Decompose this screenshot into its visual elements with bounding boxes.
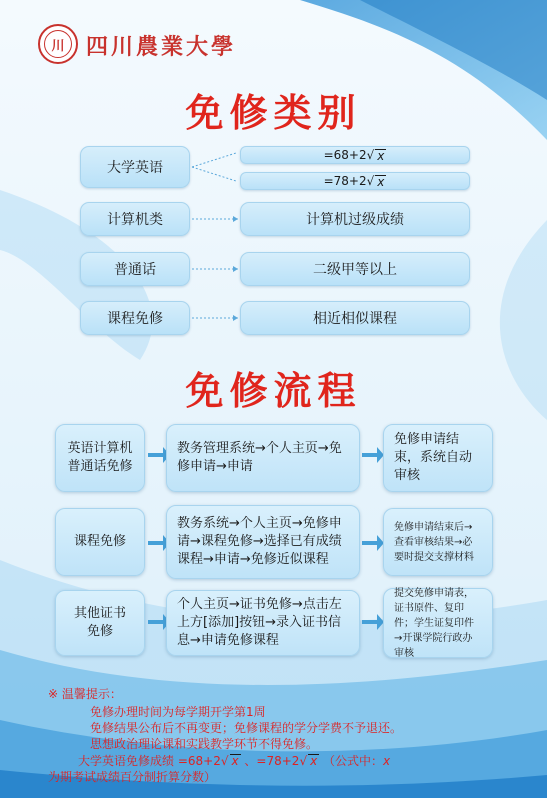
process-steps-english-computer: 教务管理系统→个人主页→免修申请→申请 (166, 424, 360, 492)
result-course: 相近相似课程 (240, 301, 470, 335)
english-formula-1: =68+2 √ x (240, 146, 470, 164)
process-steps-course: 教务系统→个人主页→免修申请→课程免修→选择已有成绩课程→申请→免修近似课程 (166, 505, 360, 579)
process-type-course: 课程免修 (55, 508, 145, 576)
tip-line-2: 免修结果公布后不再变更；免修课程的学分学费不予退还。 (90, 721, 403, 735)
process-type-english-computer: 英语计算机 普通话免修 (55, 424, 145, 492)
process-result-english-computer: 免修申请结束，系统自动审核 (383, 424, 493, 492)
process-type-certificate: 其他证书 免修 (55, 590, 145, 656)
tip-formula-line: 大学英语免修成绩 =68+2√ x 、=78+2√ x （公式中：x (78, 754, 391, 768)
tip-line-3: 思想政治理论课和实践教学环节不得免修。 (90, 737, 319, 751)
university-name: 四川農業大學 (86, 34, 237, 60)
category-computer: 计算机类 (80, 202, 190, 236)
university-seal-icon: 川 (38, 24, 78, 64)
process-result-certificate: 提交免修申请表，证书原件、复印件；学生证复印件→开课学院行政办审核 (383, 588, 493, 658)
category-course: 课程免修 (80, 301, 190, 335)
result-computer: 计算机过级成绩 (240, 202, 470, 236)
tip-line-1: 免修办理时间为每学期开学第1周 (90, 705, 266, 719)
category-mandarin: 普通话 (80, 252, 190, 286)
exemption-categories-title: 免修类别 (185, 91, 362, 135)
process-steps-certificate: 个人主页→证书免修→点击左上方[添加]按钮→录入证书信息→申请免修课程 (166, 590, 360, 656)
exemption-process-title: 免修流程 (185, 369, 362, 413)
tip-last-line: 为期考试成绩百分制折算分数） (48, 770, 217, 784)
result-mandarin: 二级甲等以上 (240, 252, 470, 286)
tips-title: ※ 温馨提示： (48, 687, 122, 701)
english-formula-2: =78+2 √ x (240, 172, 470, 190)
process-result-course: 免修申请结束后→查看审核结果→必要时提交支撑材料 (383, 508, 493, 576)
category-english: 大学英语 (80, 146, 190, 188)
